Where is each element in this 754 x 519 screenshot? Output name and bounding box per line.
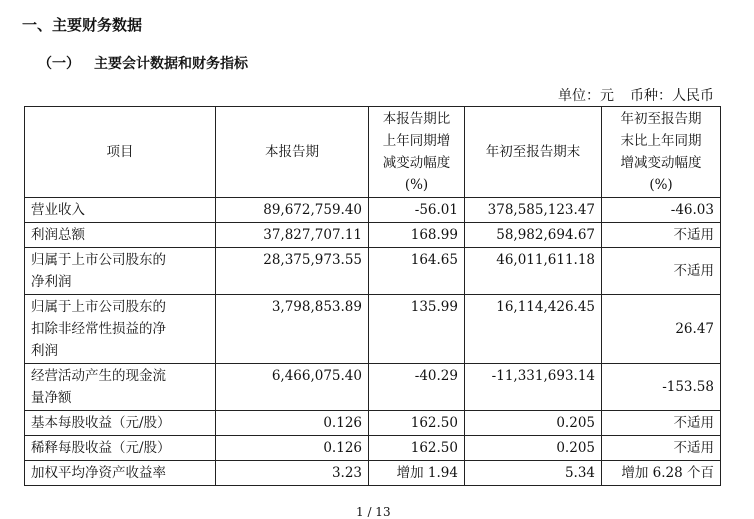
table-row (25, 248, 721, 295)
current-value: 3.23 (216, 461, 369, 486)
current-value: 0.126 (216, 411, 369, 436)
header-current-period: 本报告期 (216, 107, 369, 198)
currency-label: 币种：人民币 (630, 88, 714, 104)
unit-line (558, 85, 714, 105)
ytd-change-value: 不适用 (602, 411, 721, 436)
current-value: 0.126 (216, 436, 369, 461)
current-value: 3,798,853.89 (216, 295, 369, 364)
ytd-value: 0.205 (465, 411, 602, 436)
header-current-change: 本报告期比 上年同期增 减变动幅度 (%) (369, 107, 465, 198)
current-value: 89,672,759.40 (216, 198, 369, 223)
row-item-label: 经营活动产生的现金流 量净额 (25, 364, 216, 411)
current-value: 28,375,973.55 (216, 248, 369, 295)
row-item-label: 归属于上市公司股东的 扣除非经常性损益的净 利润 (25, 295, 216, 364)
table-row (25, 198, 721, 223)
financial-data-table (24, 106, 721, 486)
row-item-label: 利润总额 (25, 223, 216, 248)
ytd-change-value: -46.03 (602, 198, 721, 223)
current-value: 6,466,075.40 (216, 364, 369, 411)
row-item-label: 归属于上市公司股东的 净利润 (25, 248, 216, 295)
ytd-value: 0.205 (465, 436, 602, 461)
header-ytd-change: 年初至报告期 末比上年同期 增减变动幅度 (%) (602, 107, 721, 198)
subsection-heading (38, 53, 248, 73)
current-value: 37,827,707.11 (216, 223, 369, 248)
row-item-label: 营业收入 (25, 198, 216, 223)
current-change-value: 162.50 (369, 436, 465, 461)
table-row (25, 295, 721, 364)
header-ytd: 年初至报告期末 (465, 107, 602, 198)
ytd-value: 46,011,611.18 (465, 248, 602, 295)
ytd-change-value: 不适用 (602, 436, 721, 461)
current-change-value: -56.01 (369, 198, 465, 223)
row-item-label: 加权平均净资产收益率 (25, 461, 216, 486)
subsection-number: （一） (38, 56, 80, 72)
row-item-label: 基本每股收益（元/股） (25, 411, 216, 436)
ytd-change-value: 增加 6.28 个百 (602, 461, 721, 486)
current-change-value: 增加 1.94 (369, 461, 465, 486)
table-row (25, 223, 721, 248)
ytd-value: -11,331,693.14 (465, 364, 602, 411)
ytd-value: 378,585,123.47 (465, 198, 602, 223)
table-header-row (25, 107, 721, 198)
subsection-title: 主要会计数据和财务指标 (94, 56, 248, 72)
table-row (25, 411, 721, 436)
ytd-value: 5.34 (465, 461, 602, 486)
ytd-change-value: 26.47 (602, 295, 721, 364)
table-row (25, 364, 721, 411)
current-change-value: 162.50 (369, 411, 465, 436)
unit-label: 单位：元 (558, 88, 614, 104)
current-change-value: -40.29 (369, 364, 465, 411)
row-item-label: 稀释每股收益（元/股） (25, 436, 216, 461)
table-row (25, 461, 721, 486)
ytd-change-value: 不适用 (602, 248, 721, 295)
current-change-value: 168.99 (369, 223, 465, 248)
table-row (25, 436, 721, 461)
ytd-value: 58,982,694.67 (465, 223, 602, 248)
ytd-change-value: 不适用 (602, 223, 721, 248)
current-change-value: 164.65 (369, 248, 465, 295)
header-item: 项目 (25, 107, 216, 198)
page-number: 1 / 13 (356, 505, 391, 519)
ytd-change-value: -153.58 (602, 364, 721, 411)
section-heading: 一、主要财务数据 (22, 16, 143, 34)
current-change-value: 135.99 (369, 295, 465, 364)
ytd-value: 16,114,426.45 (465, 295, 602, 364)
